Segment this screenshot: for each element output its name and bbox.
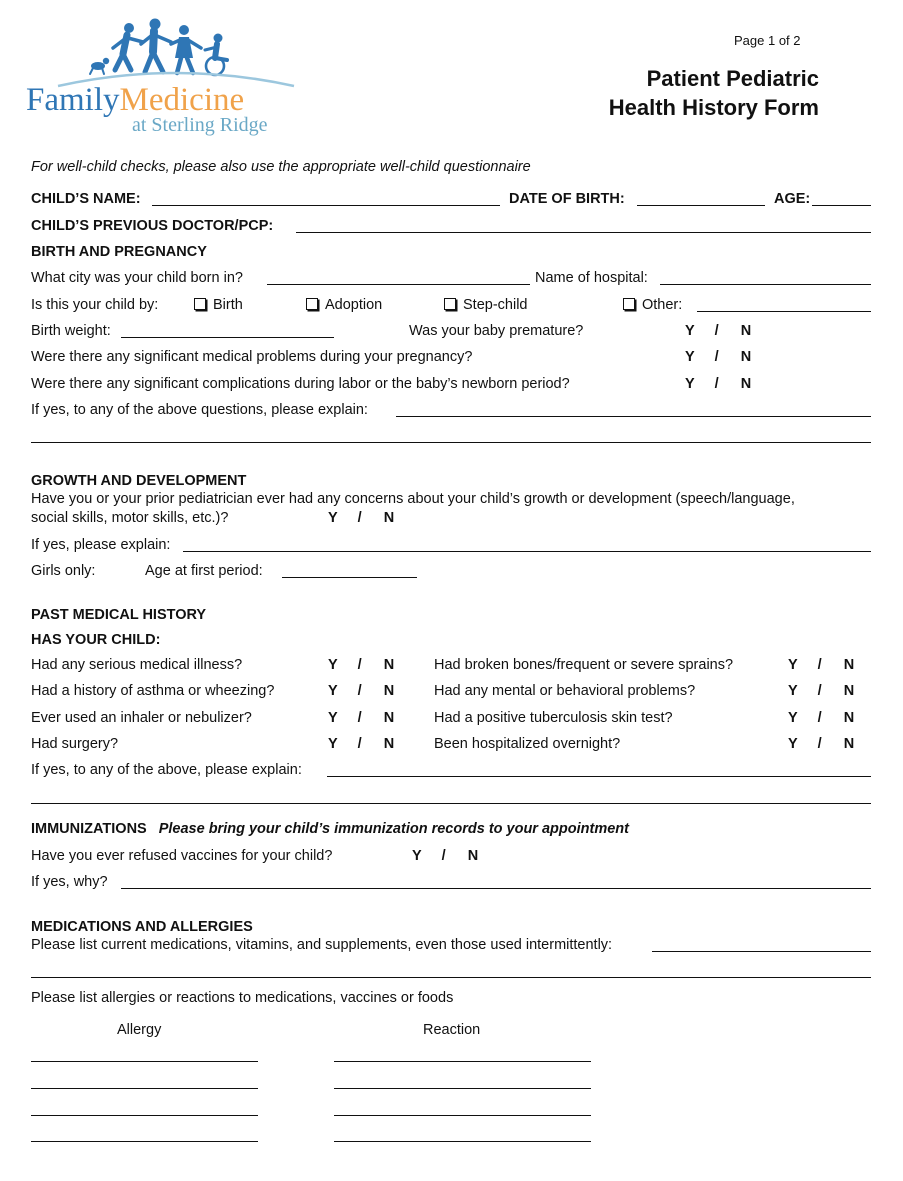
intro-note: For well-child checks, please also use the appropriate well-child questionnaire: [31, 159, 531, 175]
hospital-field[interactable]: [660, 284, 871, 285]
allergy-field[interactable]: [31, 1088, 258, 1089]
prev-doctor-field[interactable]: [296, 232, 871, 233]
why-label: If yes, why?: [31, 874, 108, 890]
reaction-column-label: Reaction: [423, 1022, 481, 1038]
reaction-field[interactable]: [334, 1088, 591, 1089]
premature-question: Was your baby premature?: [409, 323, 584, 339]
pmh-right-q1: Had broken bones/frequent or severe sprains?: [434, 657, 734, 673]
checkbox-adoption[interactable]: [306, 298, 318, 310]
pmh-right-q3: Had a positive tuberculosis skin test?: [434, 710, 673, 726]
dob-label: DATE OF BIRTH:: [509, 191, 625, 207]
pmh-left-q2: Had a history of asthma or wheezing?: [31, 683, 275, 699]
yes-option[interactable]: Y: [328, 683, 338, 699]
age-field[interactable]: [812, 205, 871, 206]
no-option[interactable]: N: [383, 683, 395, 699]
yn-slash: /: [441, 848, 446, 864]
immunizations-note: Please bring your child’s immunization records to your appointment: [158, 821, 629, 837]
birth-weight-label: Birth weight:: [31, 323, 111, 339]
logo-tagline: at Sterling Ridge: [132, 114, 268, 136]
yes-option[interactable]: Y: [685, 323, 695, 339]
medications-heading: MEDICATIONS AND ALLERGIES: [31, 919, 253, 935]
growth-heading: GROWTH AND DEVELOPMENT: [31, 473, 247, 489]
yes-option[interactable]: Y: [685, 376, 695, 392]
reaction-field[interactable]: [334, 1061, 591, 1062]
growth-explain-field[interactable]: [183, 551, 871, 552]
no-option[interactable]: N: [383, 736, 395, 752]
medications-field[interactable]: [652, 951, 871, 952]
growth-explain-label: If yes, please explain:: [31, 537, 171, 553]
no-option[interactable]: N: [740, 349, 752, 365]
pmh-heading: PAST MEDICAL HISTORY: [31, 607, 207, 623]
no-option[interactable]: N: [843, 736, 855, 752]
birth-city-question: What city was your child born in?: [31, 270, 243, 286]
child-name-field[interactable]: [152, 205, 500, 206]
pregnancy-yn[interactable]: [685, 348, 751, 366]
checkbox-birth[interactable]: [194, 298, 206, 310]
yn-slash: /: [357, 736, 362, 752]
logo-word-medicine: Medicine: [119, 82, 245, 118]
yn-slash: /: [817, 736, 822, 752]
logo-word-family: Family: [26, 82, 120, 118]
pmh-left-q1-yn[interactable]: [328, 656, 394, 674]
pregnancy-question: Were there any significant medical problems during your pregnancy?: [31, 349, 473, 365]
immunizations-heading: IMMUNIZATIONS: [31, 821, 147, 837]
pmh-left-q4-yn[interactable]: [328, 735, 394, 753]
birth-heading: BIRTH AND PREGNANCY: [31, 244, 207, 260]
yn-slash: /: [357, 510, 362, 526]
allergy-field[interactable]: [31, 1141, 258, 1142]
pmh-explain-field-2[interactable]: [31, 803, 871, 804]
refused-vaccines-yn[interactable]: [412, 847, 478, 865]
reaction-field[interactable]: [334, 1141, 591, 1142]
pmh-right-q2: Had any mental or behavioral problems?: [434, 683, 696, 699]
pmh-explain-label: If yes, to any of the above, please explain:: [31, 762, 302, 778]
yes-option[interactable]: Y: [788, 657, 798, 673]
other-field[interactable]: [697, 311, 871, 312]
no-option[interactable]: N: [740, 323, 752, 339]
first-period-field[interactable]: [282, 577, 417, 578]
yes-option[interactable]: Y: [685, 349, 695, 365]
checkbox-other[interactable]: [623, 298, 635, 310]
no-option[interactable]: N: [383, 510, 395, 526]
form-title-line1: Patient Pediatric: [646, 66, 819, 91]
pmh-right-q4-yn[interactable]: [788, 735, 854, 753]
yn-slash: /: [714, 349, 719, 365]
growth-question-line2: social skills, motor skills, etc.)?: [31, 510, 229, 526]
pmh-left-q3: Ever used an inhaler or nebulizer?: [31, 710, 252, 726]
yes-option[interactable]: Y: [328, 736, 338, 752]
birth-explain-label: If yes, to any of the above questions, please explain:: [31, 402, 368, 418]
child-by-label: Is this your child by:: [31, 297, 159, 313]
no-option[interactable]: N: [843, 657, 855, 673]
pmh-left-q1: Had any serious medical illness?: [31, 657, 243, 673]
allergy-field[interactable]: [31, 1115, 258, 1116]
premature-yn[interactable]: [685, 322, 751, 340]
option-adoption-label: Adoption: [325, 297, 383, 313]
refused-vaccines-question: Have you ever refused vaccines for your child?: [31, 848, 333, 864]
option-birth-label: Birth: [213, 297, 243, 313]
first-period-label: Age at first period:: [145, 563, 263, 579]
yes-option[interactable]: Y: [412, 848, 422, 864]
no-option[interactable]: N: [843, 683, 855, 699]
pmh-left-q4: Had surgery?: [31, 736, 119, 752]
labor-yn[interactable]: [685, 375, 751, 393]
allergy-field[interactable]: [31, 1061, 258, 1062]
yes-option[interactable]: Y: [328, 510, 338, 526]
yn-slash: /: [817, 683, 822, 699]
pmh-left-q2-yn[interactable]: [328, 682, 394, 700]
age-label: AGE:: [774, 191, 811, 207]
logo-wordmark: [26, 82, 244, 118]
option-adoption[interactable]: [306, 296, 382, 314]
no-option[interactable]: N: [383, 657, 395, 673]
birth-explain-field-2[interactable]: [31, 442, 871, 443]
pmh-explain-field[interactable]: [327, 776, 871, 777]
why-field[interactable]: [121, 888, 871, 889]
no-option[interactable]: N: [383, 710, 395, 726]
yes-option[interactable]: Y: [788, 736, 798, 752]
labor-question: Were there any significant complications during labor or the baby’s newborn period?: [31, 376, 570, 392]
growth-yn[interactable]: [328, 509, 394, 527]
dob-field[interactable]: [637, 205, 765, 206]
yes-option[interactable]: Y: [788, 710, 798, 726]
yn-slash: /: [357, 710, 362, 726]
yn-slash: /: [357, 683, 362, 699]
no-option[interactable]: N: [467, 848, 479, 864]
medications-field-2[interactable]: [31, 977, 871, 978]
option-other[interactable]: [623, 296, 682, 314]
girls-only-label: Girls only:: [31, 563, 96, 579]
option-step-child-label: Step-child: [463, 297, 528, 313]
pmh-right-q2-yn[interactable]: [788, 682, 854, 700]
form-title-line2: Health History Form: [608, 95, 819, 120]
pmh-subheading: HAS YOUR CHILD:: [31, 632, 161, 648]
yn-slash: /: [817, 710, 822, 726]
child-name-label: CHILD’S NAME:: [31, 191, 141, 207]
yn-slash: /: [714, 323, 719, 339]
option-birth[interactable]: [194, 296, 243, 314]
reaction-field[interactable]: [334, 1115, 591, 1116]
yes-option[interactable]: Y: [328, 657, 338, 673]
yn-slash: /: [357, 657, 362, 673]
page-indicator: Page 1 of 2: [734, 33, 801, 48]
checkbox-step-child[interactable]: [444, 298, 456, 310]
birth-city-field[interactable]: [267, 284, 530, 285]
no-option[interactable]: N: [740, 376, 752, 392]
yn-slash: /: [817, 657, 822, 673]
prev-doctor-label: CHILD’S PREVIOUS DOCTOR/PCP:: [31, 218, 274, 234]
birth-weight-field[interactable]: [121, 337, 334, 338]
pmh-right-q3-yn[interactable]: [788, 709, 854, 727]
option-other-label: Other:: [642, 297, 683, 313]
birth-explain-field[interactable]: [396, 416, 871, 417]
immunizations-header: [31, 820, 629, 838]
yes-option[interactable]: Y: [788, 683, 798, 699]
option-step-child[interactable]: [444, 296, 527, 314]
allergies-question: Please list allergies or reactions to medications, vaccines or foods: [31, 990, 454, 1006]
no-option[interactable]: N: [843, 710, 855, 726]
medications-question: Please list current medications, vitamins, and supplements, even those used intermittently:: [31, 937, 613, 953]
growth-question-line1: Have you or your prior pediatrician ever had any concerns about your child’s growth or development (speech/language,: [31, 491, 795, 507]
pmh-left-q3-yn[interactable]: [328, 709, 394, 727]
pmh-right-q4: Been hospitalized overnight?: [434, 736, 621, 752]
logo: [26, 18, 306, 138]
allergy-column-label: Allergy: [117, 1022, 162, 1038]
pmh-right-q1-yn[interactable]: [788, 656, 854, 674]
yes-option[interactable]: Y: [328, 710, 338, 726]
hospital-label: Name of hospital:: [535, 270, 648, 286]
yn-slash: /: [714, 376, 719, 392]
